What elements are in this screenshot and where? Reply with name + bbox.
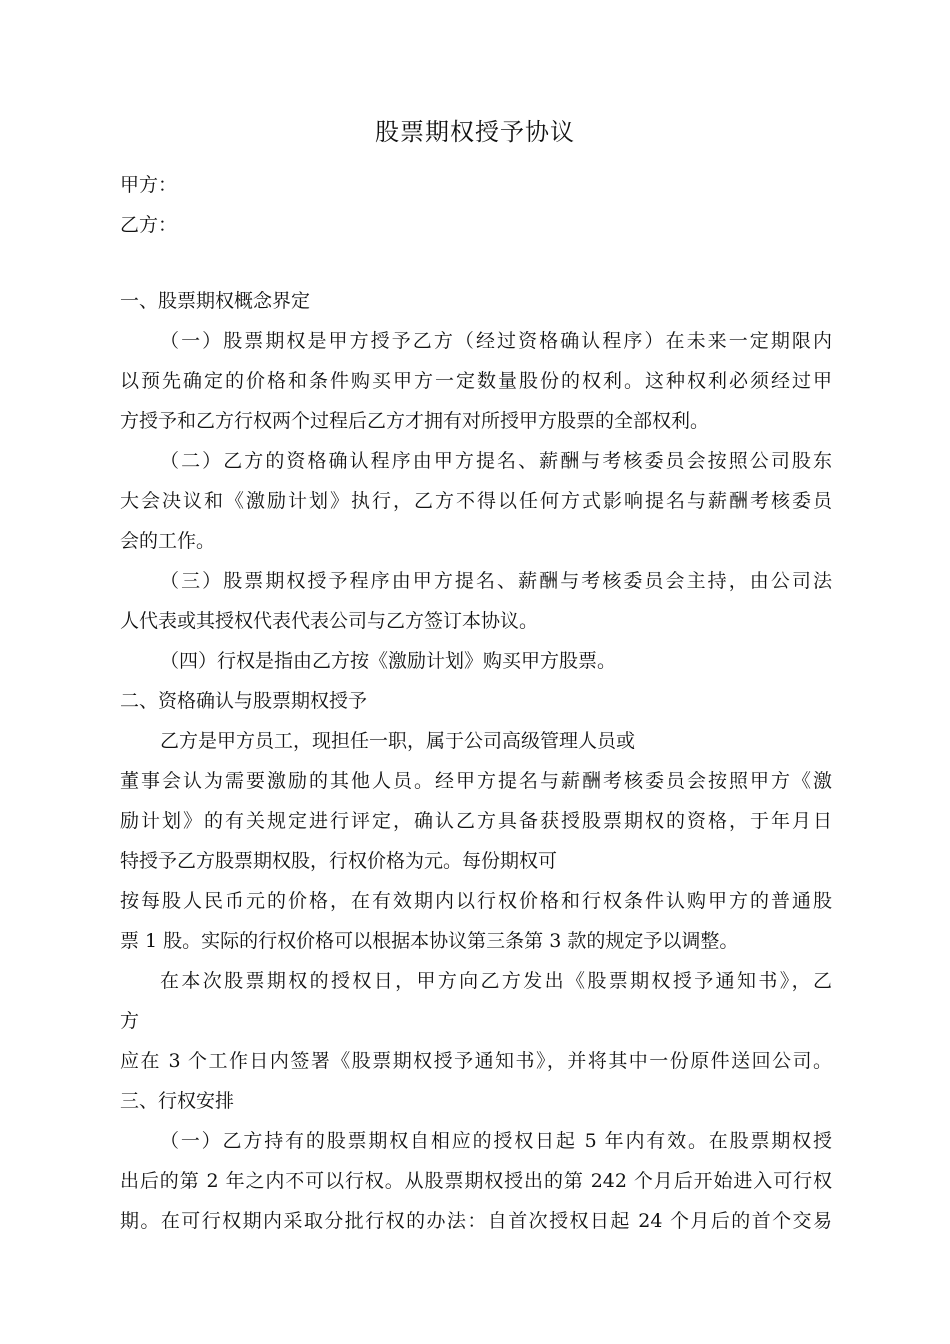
body-line: 大会决议和《激励计划》执行，乙方不得以任何方式影响提名与薪酬考核委员 [120, 490, 832, 512]
party-a-label: 甲方： [120, 174, 178, 196]
body-line: 会的工作。 [120, 530, 216, 552]
body-line: 期。在可行权期内采取分批行权的办法：自首次授权日起 24 个月后的首个交易 [120, 1210, 832, 1232]
body-line: （一）股票期权是甲方授予乙方（经过资格确认程序）在未来一定期限内 [160, 330, 832, 352]
party-b-label: 乙方： [120, 214, 178, 236]
body-line: 方 [120, 1010, 140, 1032]
body-line: 按每股人民币元的价格，在有效期内以行权价格和行权条件认购甲方的普通股 [120, 890, 832, 912]
body-line: 三、行权安排 [120, 1090, 235, 1112]
body-line: （四）行权是指由乙方按《激励计划》购买甲方股票。 [160, 650, 617, 672]
body-line: 董事会认为需要激励的其他人员。经甲方提名与薪酬考核委员会按照甲方《激 [120, 770, 832, 792]
body-line: 一、股票期权概念界定 [120, 290, 311, 312]
body-line: 方授予和乙方行权两个过程后乙方才拥有对所授甲方股票的全部权利。 [120, 410, 710, 432]
body-line: 特授予乙方股票期权股，行权价格为元。每份期权可 [120, 850, 558, 872]
body-line: 出后的第 2 年之内不可以行权。从股票期权授出的第 242 个月后开始进入可行权 [120, 1170, 832, 1192]
body-line: （三）股票期权授予程序由甲方提名、薪酬与考核委员会主持，由公司法 [160, 570, 832, 592]
body-line: （一）乙方持有的股票期权自相应的授权日起 5 年内有效。在股票期权授 [160, 1130, 832, 1152]
body-line: 人代表或其授权代表代表公司与乙方签订本协议。 [120, 610, 539, 632]
body-line: 票 1 股。实际的行权价格可以根据本协议第三条第 3 款的规定予以调整。 [120, 930, 739, 952]
document-title: 股票期权授予协议 [375, 118, 575, 146]
body-line: 二、资格确认与股票期权授予 [120, 690, 368, 712]
body-line: 励计划》的有关规定进行评定，确认乙方具备获授股票期权的资格，于年月日 [120, 810, 832, 832]
body-line: 乙方是甲方员工，现担任一职，属于公司高级管理人员或 [160, 730, 636, 752]
body-line: 应在 3 个工作日内签署《股票期权授予通知书》，并将其中一份原件送回公司。 [120, 1050, 832, 1072]
body-line: （二）乙方的资格确认程序由甲方提名、薪酬与考核委员会按照公司股东 [160, 450, 832, 472]
body-line: 以预先确定的价格和条件购买甲方一定数量股份的权利。这种权利必须经过甲 [120, 370, 832, 392]
body-line: 在本次股票期权的授权日，甲方向乙方发出《股票期权授予通知书》，乙 [160, 970, 832, 992]
